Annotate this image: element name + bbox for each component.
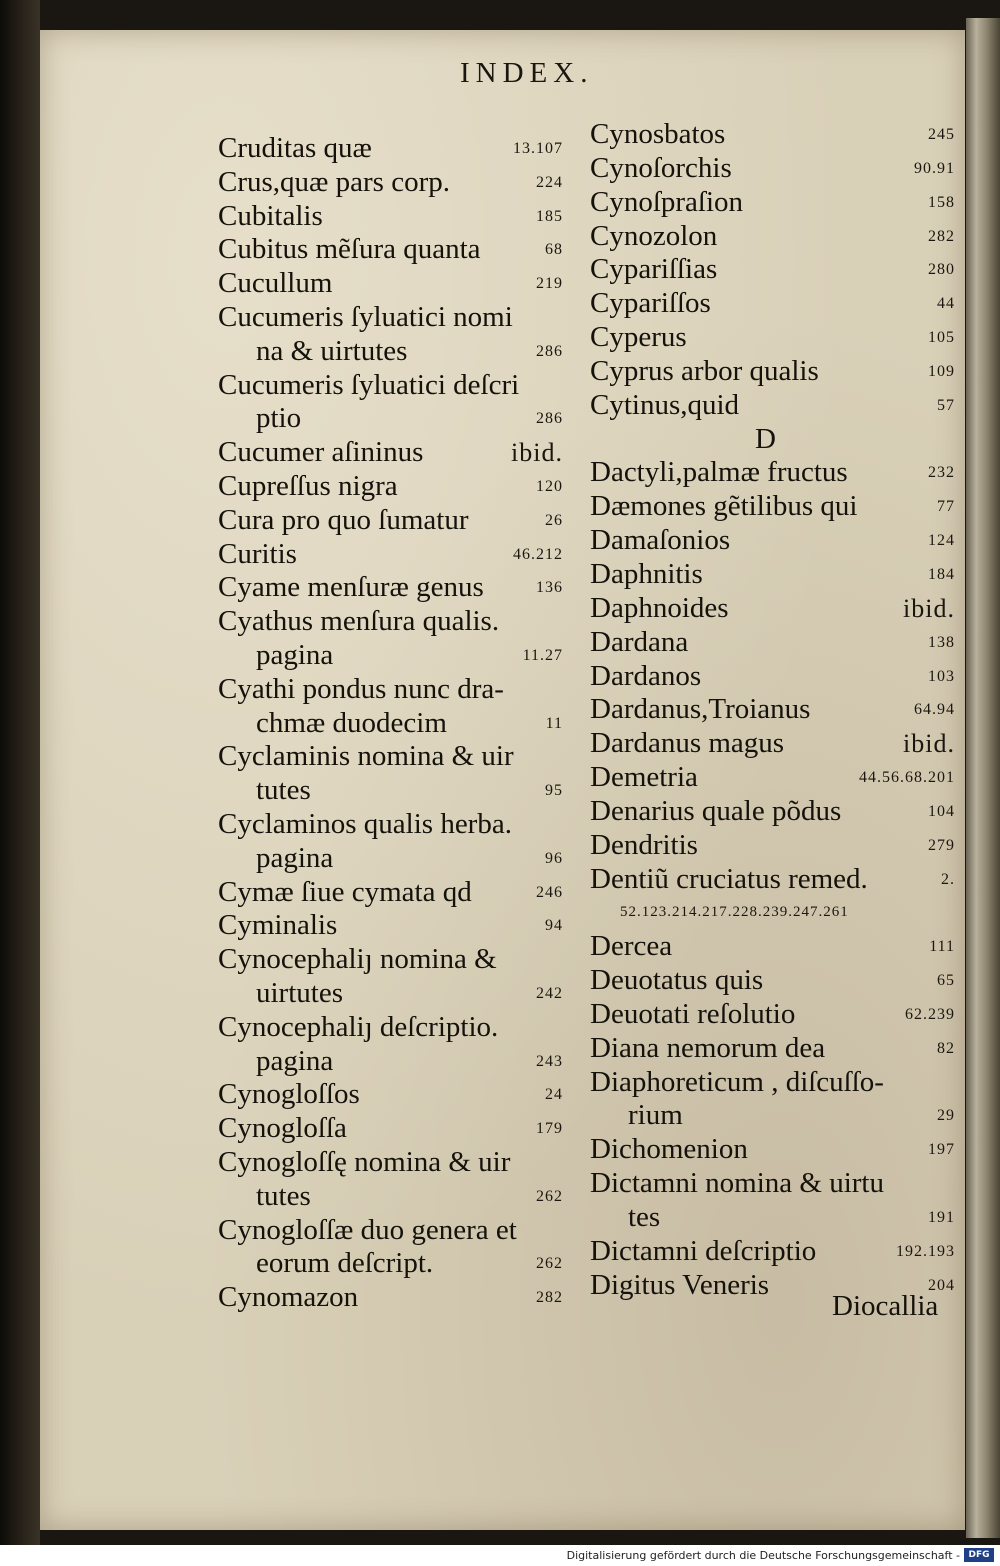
index-entry [590, 186, 955, 220]
entry-term: Cynosbatos [590, 118, 726, 150]
entry-page-ref: 90.91 [914, 159, 955, 177]
entry-term: Cynoſorchis [590, 151, 732, 184]
entry-term: Cyminalis [218, 909, 338, 942]
index-entry [218, 571, 563, 605]
entry-page-ref: 246 [536, 883, 563, 901]
entry-page-ref: 262 [536, 1187, 563, 1205]
index-entry [590, 626, 955, 660]
entry-term: na & uirtutes [256, 334, 408, 367]
index-entry [218, 774, 563, 808]
entry-page-ref: 105 [928, 329, 955, 347]
entry-term: Cucumeris ſyluatici nomi [218, 300, 513, 333]
entry-term: Dictamni deſcriptio [590, 1234, 817, 1267]
entry-page-ref: 68 [545, 241, 563, 259]
entry-term: Cynogloſſę nomina & uir [218, 1145, 511, 1178]
entry-term: Cyperus [590, 321, 687, 354]
entry-page-ref: 96 [545, 849, 563, 867]
entry-term: Dichomenion [590, 1133, 748, 1166]
entry-term: Cubitalis [218, 199, 323, 232]
index-entry [590, 220, 955, 254]
entry-term: Cynocephaliȷ nomina & [218, 943, 497, 976]
entry-page-ref: 179 [536, 1120, 563, 1138]
entry-term: Cyclaminos qualis herba. [218, 807, 512, 840]
entry-term: Cymæ ſiue cymata qd [218, 875, 472, 908]
entry-page-ref: 77 [937, 498, 955, 516]
index-entry [218, 740, 563, 774]
entry-term: Dentiũ cruciatus remed. [590, 862, 868, 895]
index-entry [590, 1066, 955, 1100]
index-entry [590, 964, 955, 998]
entry-page-ref: 94 [545, 917, 563, 935]
index-entry [218, 639, 563, 673]
entry-page-ref: 279 [928, 836, 955, 854]
entry-page-ref: 124 [928, 532, 955, 550]
entry-page-ref: 282 [928, 227, 955, 245]
entry-term: Daphnoides [590, 591, 729, 624]
entry-page-ref: 103 [928, 667, 955, 685]
index-entry [218, 1112, 563, 1146]
index-entry [590, 1201, 955, 1235]
entry-term: Dardana [590, 625, 689, 658]
entry-term: pagina [256, 841, 334, 874]
page-title: INDEX. [460, 57, 594, 89]
entry-term: Dendritis [590, 828, 698, 861]
entry-term: Cynogloſſa [218, 1112, 347, 1145]
index-entry [590, 253, 955, 287]
entry-term: Dactyli,palmæ fructus [590, 456, 848, 489]
entry-term: Cura pro quo ſumatur [218, 503, 469, 536]
entry-term: Cynomazon [218, 1281, 359, 1314]
entry-term: Cucullum [218, 267, 333, 300]
index-entry [590, 592, 955, 626]
index-entry [218, 538, 563, 572]
entry-term: Daphnitis [590, 557, 703, 590]
entry-page-ref: 224 [536, 173, 563, 191]
entry-page-ref: 204 [928, 1276, 955, 1294]
entry-page-ref: 280 [928, 261, 955, 279]
index-entry [218, 842, 563, 876]
index-entry [590, 152, 955, 186]
entry-page-ref: 44 [937, 295, 955, 313]
entry-page-ref: 111 [929, 938, 955, 956]
entry-term: Deuotatus quis [590, 964, 764, 997]
entry-page-ref: 57 [937, 396, 955, 414]
entry-page-ref: ibid. [903, 593, 955, 623]
index-entry [590, 1099, 955, 1133]
entry-term: Dercea [590, 930, 673, 963]
entry-term: Dardanus magus [590, 727, 785, 760]
index-entry [218, 876, 563, 910]
entry-term: Cupreſſus nigra [218, 469, 398, 502]
index-entry [218, 707, 563, 741]
index-entry [590, 998, 955, 1032]
entry-term: Diana nemorum dea [590, 1031, 826, 1064]
entry-page-ref: 44.56.68.201 [859, 769, 955, 787]
entry-term: tutes [256, 1179, 311, 1212]
entry-page-ref: 282 [536, 1289, 563, 1307]
index-entry [218, 504, 563, 538]
index-entry [218, 301, 563, 335]
entry-page-ref: 197 [928, 1141, 955, 1159]
index-entry [590, 118, 955, 152]
footer-credit: Digitalisierung gefördert durch die Deutsche Forschungsgemeinschaft - [566, 1549, 960, 1562]
catchword: Diocallia [832, 1290, 939, 1322]
dfg-logo: DFG [964, 1548, 994, 1562]
entry-page-ref: 46.212 [513, 545, 563, 563]
entry-term: Denarius quale põdus [590, 794, 842, 827]
index-entry [218, 1247, 563, 1281]
entry-term: Cynozolon [590, 219, 718, 252]
index-entry [590, 1133, 955, 1167]
entry-term: Cyprus arbor qualis [590, 354, 819, 387]
entry-term: Damaſonios [590, 524, 731, 557]
index-entry [590, 930, 955, 964]
entry-page-ref: 52.123.214.217.228.239.247.261 [620, 904, 849, 921]
entry-term: ptio [256, 402, 302, 435]
entry-page-ref: 138 [928, 633, 955, 651]
entry-page-ref: 286 [536, 410, 563, 428]
section-letter [590, 423, 955, 457]
entry-term: chmæ duodecim [256, 706, 447, 739]
entry-page-ref: 65 [937, 972, 955, 990]
entry-page-ref: 13.107 [513, 140, 563, 157]
entry-page-ref: 120 [536, 477, 563, 495]
entry-page-ref: 185 [536, 207, 563, 225]
entry-term: tutes [256, 774, 311, 807]
index-entry [590, 1235, 955, 1269]
index-entry [218, 909, 563, 943]
index-entry [218, 233, 563, 267]
entry-page-ref: 219 [536, 275, 563, 293]
entry-page-ref: 184 [928, 565, 955, 583]
entry-page-ref: 62.239 [905, 1005, 955, 1023]
index-entry [590, 863, 955, 897]
book-page-edges [966, 18, 1000, 1538]
index-entry [218, 977, 563, 1011]
index-entry [218, 1078, 563, 1112]
index-entry [590, 355, 955, 389]
entry-term: Cytinus,quid [590, 388, 740, 421]
entry-term: Cyclaminis nomina & uir [218, 740, 514, 773]
entry-page-ref: ibid. [903, 729, 955, 759]
entry-page-ref: 104 [928, 802, 955, 820]
index-entry [590, 1167, 955, 1201]
entry-term: Dictamni nomina & uirtu [590, 1167, 884, 1200]
index-entry [218, 335, 563, 369]
entry-page-ref: 11.27 [522, 646, 563, 664]
entry-term: pagina [256, 1044, 334, 1077]
entry-page-ref: 286 [536, 342, 563, 360]
entry-term: Cyathus menſura qualis. [218, 605, 500, 638]
entry-page-ref: ibid. [511, 438, 563, 468]
entry-term: Cynoſpraſion [590, 185, 744, 218]
entry-term: Cynocephaliȷ deſcriptio. [218, 1010, 499, 1043]
index-entry [590, 389, 955, 423]
entry-term: Crus,quæ pars corp. [218, 165, 450, 198]
index-entry [590, 558, 955, 592]
entry-term: D [755, 422, 776, 455]
index-entry [218, 943, 563, 977]
entry-term: Cyathi pondus nunc dra- [218, 672, 504, 705]
entry-page-ref: 109 [928, 362, 955, 380]
entry-term: Curitis [218, 537, 297, 570]
entry-page-ref: 24 [545, 1086, 563, 1104]
entry-page-ref: 245 [928, 126, 955, 143]
index-entry [218, 132, 563, 166]
entry-term: Cynogloſſæ duo genera et [218, 1213, 517, 1246]
entry-term: Cyame menſuræ genus [218, 571, 484, 604]
index-entry [218, 267, 563, 301]
entry-term: Cucumer aſininus [218, 436, 424, 469]
entry-page-ref: 242 [536, 984, 563, 1002]
entry-term: uirtutes [256, 976, 343, 1009]
index-entry [218, 1281, 563, 1315]
entry-page-ref: 262 [536, 1255, 563, 1273]
entry-term: Digitus Veneris [590, 1268, 770, 1301]
entry-term: rium [628, 1099, 683, 1132]
index-entry [218, 402, 563, 436]
entry-term: Deuotati reſolutio [590, 997, 796, 1030]
entry-term: Dæmones gẽtilibus qui [590, 490, 858, 523]
index-entry [218, 200, 563, 234]
entry-page-ref: 11 [545, 714, 563, 732]
entry-page-ref: 82 [937, 1039, 955, 1057]
entry-term: Cypariſſias [590, 253, 718, 286]
entry-page-ref: 192.193 [896, 1242, 955, 1260]
entry-term: Dardanus,Troianus [590, 693, 811, 726]
entry-term: Cynogloſſos [218, 1078, 360, 1111]
index-entry [590, 829, 955, 863]
entry-page-ref: 26 [545, 511, 563, 529]
index-entry [218, 166, 563, 200]
entry-page-ref: 29 [937, 1107, 955, 1125]
index-entry [218, 1214, 563, 1248]
index-entry [590, 1032, 955, 1066]
entry-page-ref: 136 [536, 579, 563, 597]
index-entry [218, 605, 563, 639]
entry-term: Dardanos [590, 659, 702, 692]
entry-page-ref: 64.94 [914, 701, 955, 719]
entry-page-ref: 232 [928, 464, 955, 482]
index-entry [590, 795, 955, 829]
index-entry [218, 470, 563, 504]
entry-term: Diaphoreticum , diſcuſſo- [590, 1065, 884, 1098]
entry-term: Cubitus mẽſura quanta [218, 233, 481, 266]
index-entry [218, 369, 563, 403]
entry-term: Demetria [590, 761, 698, 794]
index-column-right [590, 118, 955, 1303]
index-entry [590, 490, 955, 524]
entry-term: tes [628, 1201, 661, 1233]
entry-term: Cypariſſos [590, 287, 711, 320]
index-entry [218, 436, 563, 470]
index-entry [590, 761, 955, 795]
index-entry [590, 693, 955, 727]
index-entry [218, 1045, 563, 1079]
index-entry [590, 321, 955, 355]
index-entry [218, 1011, 563, 1045]
index-entry [590, 896, 955, 930]
entry-term: pagina [256, 638, 334, 671]
entry-page-ref: 2. [941, 870, 955, 888]
scan-background-left [0, 0, 40, 1545]
index-entry [590, 660, 955, 694]
index-column-left [218, 132, 563, 1315]
index-entry [590, 287, 955, 321]
index-entry [218, 673, 563, 707]
entry-page-ref: 158 [928, 193, 955, 211]
entry-term: eorum deſcript. [256, 1247, 434, 1280]
index-entry [218, 1146, 563, 1180]
index-entry [218, 808, 563, 842]
index-entry [218, 1180, 563, 1214]
entry-page-ref: 95 [545, 782, 563, 800]
entry-page-ref: 243 [536, 1052, 563, 1070]
entry-page-ref: 191 [928, 1209, 955, 1226]
entry-term: Cruditas quæ [218, 132, 372, 164]
index-entry [590, 727, 955, 761]
index-entry [590, 524, 955, 558]
index-entry [590, 456, 955, 490]
entry-term: Cucumeris ſyluatici deſcri [218, 368, 520, 401]
